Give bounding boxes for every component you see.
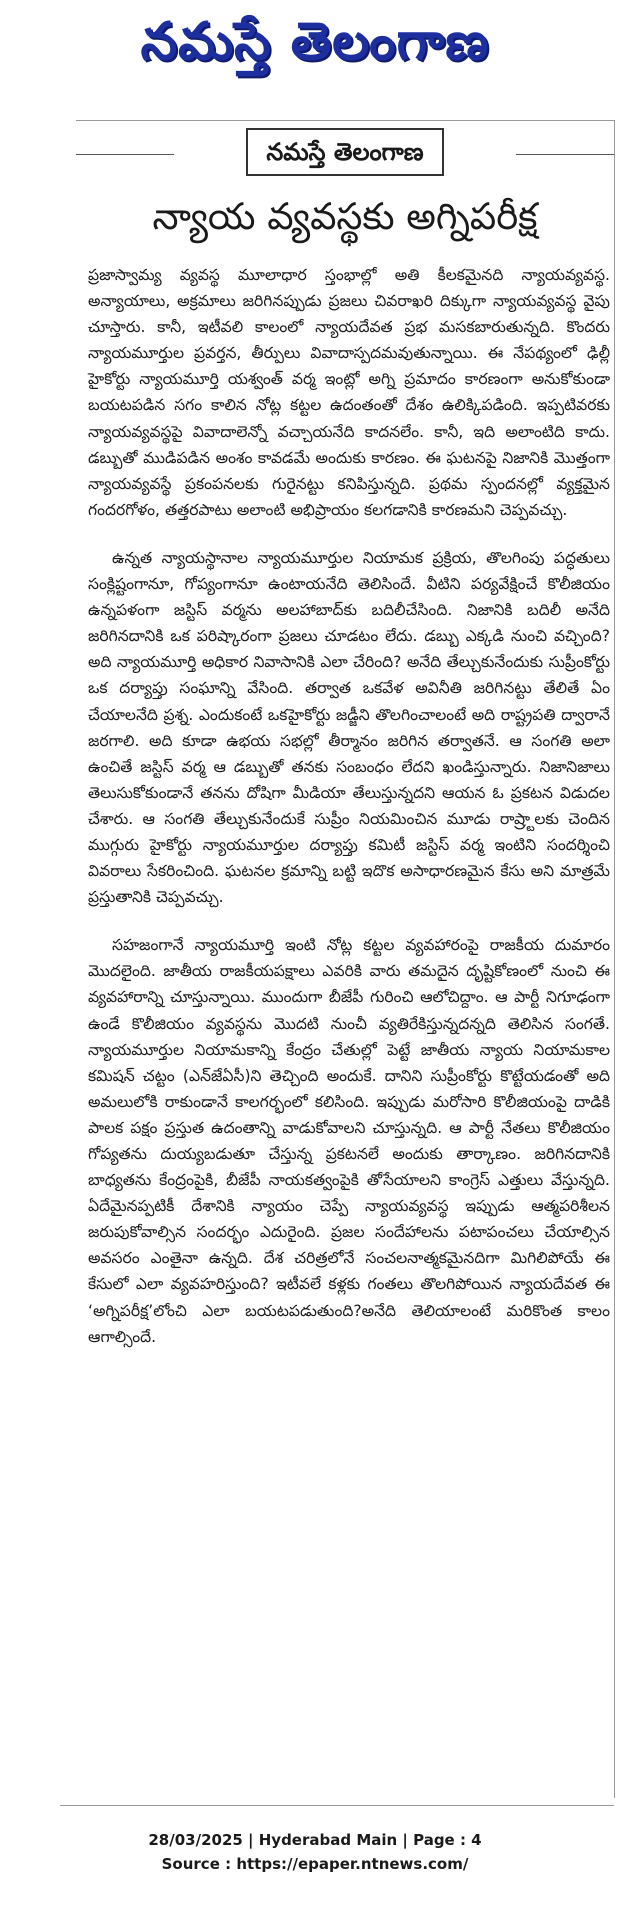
article — [76, 120, 615, 1798]
footer-date-edition: 28/03/2025 | Hyderabad Main | Page : 4 — [148, 1831, 482, 1849]
tag-rule-left — [76, 154, 174, 155]
article-paragraph: సహజంగానే న్యాయమూర్తి ఇంటి నోట్ల కట్టల వ్యవహారంపై రాజకీయ దుమారం మొదలైంది. జాతీయ రాజకీయపక్షాలు ఎవరికి వారు తమదైన దృష్టికోణంలో నుంచి ఈ వ్యవహారాన్ని చూస్తున్నాయి. ముందుగా బీజేపీ గురించి ఆలోచిద్దాం. ఆ పార్టీ నిగూఢంగా ఉండే కొలీజియం వ్యవస్థను మొదటి నుంచీ వ్యతిరేకిస్తున్నదన్నది తెలిసిన సంగతే. న్యాయమూర్తుల నియామకాన్ని కేంద్రం చేతుల్లో పెట్టే జాతీయ న్యాయ నియామకాల కమిషన్ చట్టం (ఎన్‌జేఏసీ)ని తెచ్చింది అందుకే. దానిని సుప్రీంకోర్టు కొట్టేయడంతో అది అమలులోకి రాకుండానే కాలగర్భంలో కలిసింది. ఇప్పుడు మరోసారి కొలీజియంపై దాడికి పాలక పక్షం ప్రస్తుత ఉదంతాన్ని వాడుకోవాలని చూస్తున్నది. ఆ పార్టీ నేతలు కొలీజియం గోప్యతను దుయ్యబడుతూ చేస్తున్న ప్రకటనలే అందుకు తార్కాణం. జరిగినదానికి బాధ్యతను కేంద్రంపైకి, బీజేపీ నాయకత్వంపైకి తోసేయాలని కాంగ్రెస్ ఎత్తులు వేస్తున్నది. ఏదేమైనప్పటికీ దేశానికి న్యాయం చెప్పే న్యాయవ్యవస్థ ఇప్పుడు ఆత్మపరిశీలన జరుపుకోవాల్సిన సందర్భం ఎదురైంది. ప్రజల సందేహాలను పటాపంచలు చేయాల్సిన అవసరం ఎంతైనా ఉన్నది. దేశ చరిత్రలోనే సంచలనాత్మకమైనదిగా మిగిలిపోయే ఈ కేసులో ఎలా వ్యవహరిస్తుంది? ఇటీవలే కళ్లకు గంతలు తొలగిపోయిన న్యాయదేవత ఈ ‘అగ్నిపరీక్ష’లోంచి ఎలా బయటపడుతుంది?అనేది తెలియాలంటే మరికొంత కాలం ఆగాల్సిందే. — [88, 936, 611, 1346]
section-tag — [76, 124, 614, 180]
masthead — [0, 0, 630, 88]
footer-rule — [60, 1805, 614, 1806]
article-headline: న్యాయ వ్యవస్థకు అగ్నిపరీక్ష — [152, 195, 538, 238]
article-paragraph: ప్రజాస్వామ్య వ్యవస్థ మూలాధార స్తంభాల్లో అతి కీలకమైనది న్యాయవ్యవస్థ. అన్యాయాలు, అక్రమాలు జరిగినప్పుడు ప్రజలు చివరాఖరి దిక్కుగా న్యాయవ్యవస్థ వైపు చూస్తారు. కానీ, ఇటీవలి కాలంలో న్యాయదేవత ప్రభ మసకబారుతున్నది. కొందరు న్యాయమూర్తుల ప్రవర్తన, తీర్పులు వివాదాస్పదమవుతున్నాయి. ఈ నేపథ్యంలో ఢిల్లీ హైకోర్టు న్యాయమూర్తి యశ్వంత్ వర్మ ఇంట్లో అగ్ని ప్రమాదం కారణంగా అనుకోకుండా బయటపడిన సగం కాలిన నోట్ల కట్టల ఉదంతంతో దేశం ఉలిక్కిపడింది. ఇప్పటివరకు న్యాయవ్యవస్థపై వివాదాలెన్నో వచ్చాయనేది కాదనలేం. కానీ, ఇది అలాంటిది కాదు. డబ్బుతో ముడిపడిన అంశం కావడమే అందుకు కారణం. ఈ ఘటనపై నిజానికి మొత్తంగా న్యాయవ్యవస్థే ప్రకంపనలకు గురైనట్టు కనిపిస్తున్నది. ప్రథమ స్పందనల్లో వ్యక్తమైన గందరగోళం, తత్తరపాటు అలాంటి అభిప్రాయం కలగడానికి కారణమని చెప్పవచ్చు. — [88, 266, 610, 519]
article-body — [88, 262, 610, 1372]
footer-source-link[interactable]: Source : https://epaper.ntnews.com/ — [161, 1855, 469, 1873]
article-top-rule — [76, 120, 614, 121]
tag-rule-right — [516, 154, 614, 155]
section-tag-label: నమస్తే తెలంగాణ — [246, 128, 443, 176]
footer — [0, 1828, 630, 1876]
masthead-logo: నమస్తే తెలంగాణ — [140, 11, 490, 72]
article-paragraph: ఉన్నత న్యాయస్థానాల న్యాయమూర్తుల నియామక ప్రక్రియ, తొలగింపు పద్ధతులు సంక్లిష్టంగానూ, గోప్యంగానూ ఉంటాయనేది తెలిసిందే. వీటిని పర్యవేక్షించే కొలీజియం ఉన్నపళంగా జస్టిస్ వర్మను అలహాబాద్‌కు బదిలీచేసింది. నిజానికి బదిలీ అనేది జరిగినదానికి ఒక పరిష్కారంగా ప్రజలు చూడటం లేదు. డబ్బు ఎక్కడి నుంచి వచ్చింది? అది న్యాయమూర్తి అధికార నివాసానికి ఎలా చేరింది? అనేది తేల్చుకునేందుకు సుప్రీంకోర్టు ఒక దర్యాప్తు సంఘాన్ని వేసింది. తర్వాత ఒకవేళ అవినీతి జరిగినట్టు తేలితే ఏం చేయాలనేది ప్రశ్న. ఎందుకంటే ఒకహైకోర్టు జడ్జీని తొలగించాలంటే అది రాష్ట్రపతి ద్వారానే జరగాలి. అది కూడా ఉభయ సభల్లో తీర్మానం జరిగిన తర్వాతనే. ఆ సంగతి అలా ఉంచితే జస్టిస్ వర్మ ఆ డబ్బుతో తనకు సంబంధం లేదని ఖండిస్తున్నారు. నిజానిజాలు తెలుసుకోకుండానే తనను దోషిగా మీడియా తేలుస్తున్నదని ఆయన ఓ ప్రకటన విడుదల చేశారు. ఆ సంగతి తేల్చుకునేందుకే సుప్రీం నియమించిన మూడు రాష్ర్టాలకు చెందిన ముగ్గురు హైకోర్టు న్యాయమూర్తుల దర్యాప్తు కమిటీ జస్టిస్ వర్మ ఇంటిని సందర్శించి వివరాలు సేకరించింది. ఘటనల క్రమాన్ని బట్టి ఇదొక అసాధారణమైన కేసు అని మాత్రమే ప్రస్తుతానికి చెప్పవచ్చు. — [88, 548, 610, 907]
